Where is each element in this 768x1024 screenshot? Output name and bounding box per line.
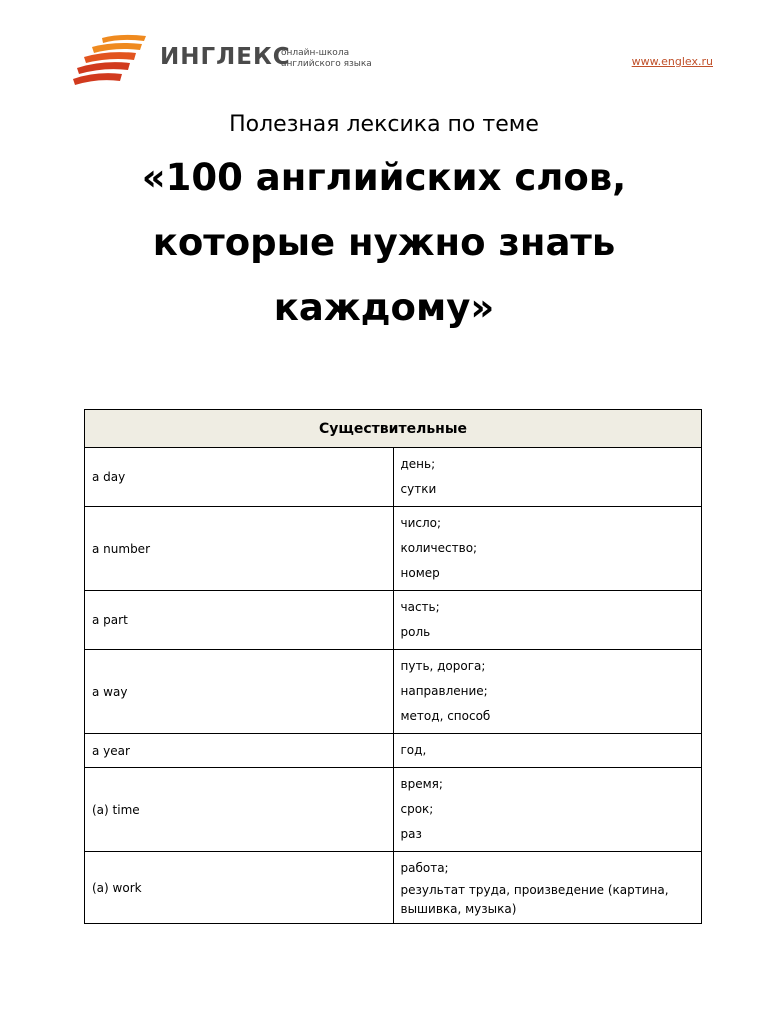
page-title: [0, 145, 768, 340]
translation-text: количество;: [400, 541, 478, 555]
english-word: a part: [85, 591, 394, 650]
english-word: a way: [85, 650, 394, 734]
translation-cell: [393, 768, 702, 852]
table-row: [85, 591, 702, 650]
translation-text: день;: [400, 457, 436, 471]
translation-cell: [393, 591, 702, 650]
translation-text: направление;: [400, 684, 488, 698]
english-word: a number: [85, 507, 394, 591]
table-row: [85, 852, 702, 924]
translation-cell: [393, 852, 702, 924]
translation-text: работа;: [400, 861, 449, 875]
vocabulary-table: [84, 409, 702, 924]
translation-text: срок;: [400, 802, 434, 816]
table-body: [85, 448, 702, 924]
section-header: Существительные: [85, 410, 702, 448]
english-word: a year: [85, 734, 394, 768]
title-line-3: каждому»: [273, 286, 495, 329]
translation-text: год,: [400, 743, 427, 757]
translation-cell: [393, 507, 702, 591]
table-row: [85, 768, 702, 852]
translation-text: сутки: [400, 482, 437, 496]
translation-text: часть;: [400, 600, 440, 614]
brand-name: ИНГЛЕКС: [160, 44, 291, 70]
brand-tagline: [281, 48, 381, 70]
translation-text: метод, способ: [400, 709, 491, 723]
translation-text: номер: [400, 566, 440, 580]
brand-tagline-line-1: онлайн-школа: [281, 48, 350, 58]
page-subtitle: Полезная лексика по теме: [229, 112, 539, 137]
english-word: (a) time: [85, 768, 394, 852]
translation-cell: [393, 650, 702, 734]
english-word: (a) work: [85, 852, 394, 924]
table-row: [85, 507, 702, 591]
table-row: [85, 448, 702, 507]
english-word: a day: [85, 448, 394, 507]
translation-text: число;: [400, 516, 442, 530]
table-row: [85, 734, 702, 768]
title-line-2: которые нужно знать: [152, 221, 616, 264]
translation-text: время;: [400, 777, 443, 791]
site-link[interactable]: www.englex.ru: [631, 55, 713, 68]
table-row: [85, 650, 702, 734]
translation-text: роль: [400, 625, 431, 639]
englex-logo-icon: [72, 32, 152, 88]
page-header: [0, 0, 768, 100]
table-header-row: [85, 410, 702, 448]
brand-tagline-line-2: английского языка: [281, 59, 372, 69]
title-line-1: «100 английских слов,: [141, 156, 627, 199]
translation-text: результат труда, произведение (картина, вышивка, музыка): [400, 883, 669, 916]
translation-text: раз: [400, 827, 422, 841]
translation-text: путь, дорога;: [400, 659, 486, 673]
translation-cell: [393, 448, 702, 507]
translation-cell: [393, 734, 702, 768]
